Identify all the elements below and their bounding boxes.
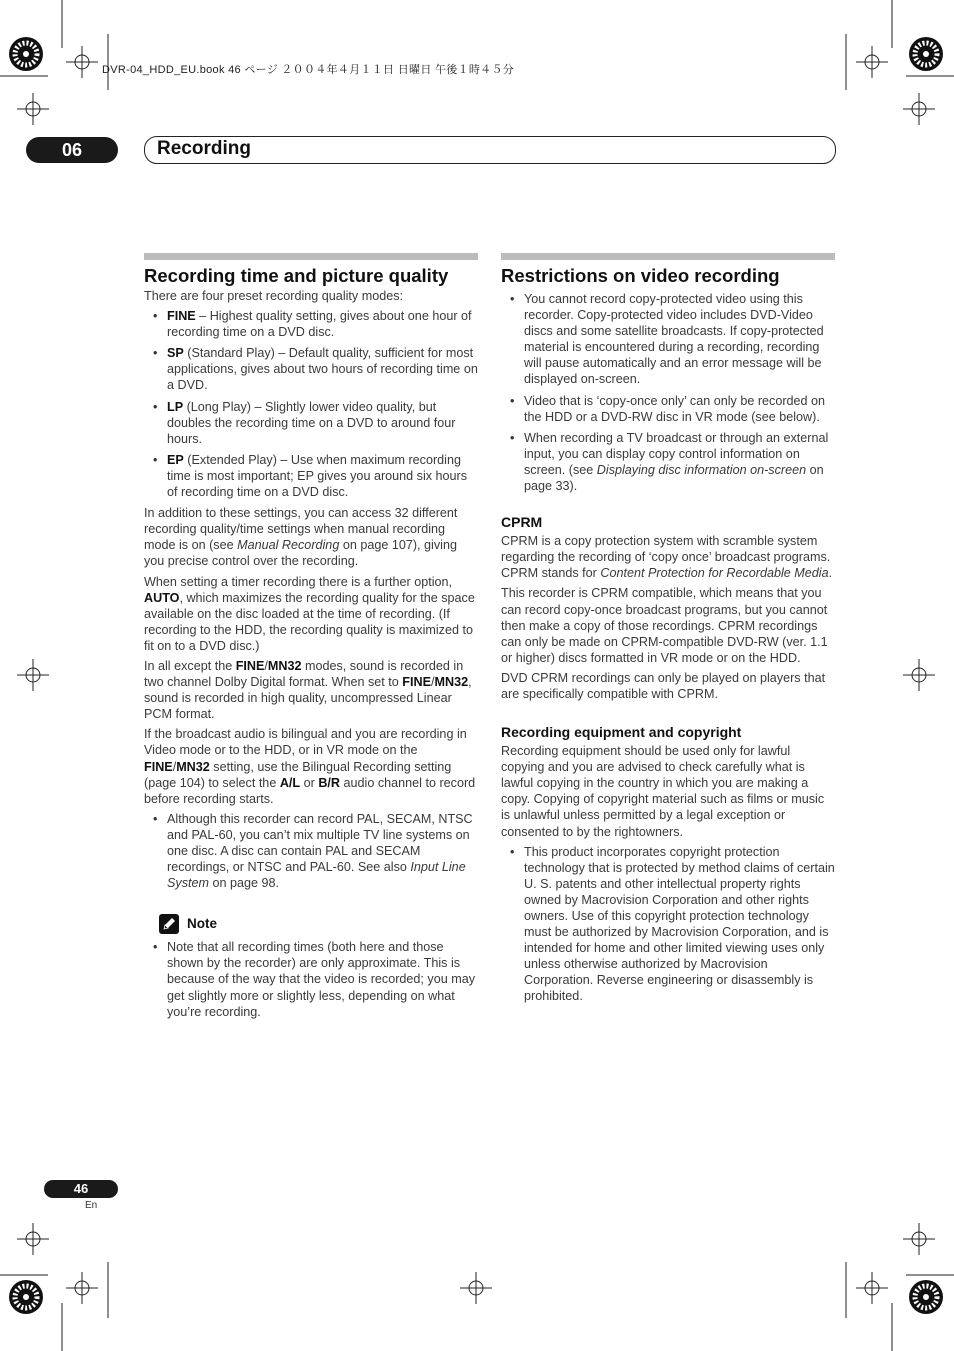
- list-item: • FINE – Highest quality setting, gives about one hour of recording time on a DVD disc.: [144, 308, 478, 340]
- left-column: [144, 253, 478, 1025]
- note-label: Note: [187, 916, 217, 932]
- paragraph-auto-option: When setting a timer recording there is a further option, AUTO, which maximizes the recording quality for the space available on the disc loaded at the time of recording. (If recording to the HDD, the recording quality is maximized to fit on to a DVD disc.): [144, 574, 475, 653]
- list-item: • This product incorporates copyright protection technology that is protected by method claims of certain U. S. patents and other intellectual property rights owned by Macrovision Corporation and other rights owners. Use of this copyright protection technology must be authorized by Macrovision Corporation, and is intended for home and other limited viewing uses only unless otherwise authorized by Macrovision Corporation. Reverse engineering or disassembly is prohibited.: [501, 844, 835, 1005]
- section-bar: [501, 253, 835, 260]
- section-heading-restrictions: Restrictions on video recording: [501, 265, 780, 286]
- quality-mode-list: [144, 308, 478, 500]
- section-bar: [144, 253, 478, 260]
- right-column: [501, 253, 835, 1010]
- section-heading-recording-quality: Recording time and picture quality: [144, 265, 449, 286]
- note-header: [159, 913, 478, 935]
- list-item: • Although this recorder can record PAL, SECAM, NTSC and PAL-60, you can’t mix multiple TV line systems on one disc. A disc can contain PAL and SECAM recordings, or NTSC and PAL-60. See also Input Line System on page 98.: [144, 811, 478, 891]
- list-item: • SP (Standard Play) – Default quality, sufficient for most applications, gives about two hours of recording time on a DVD.: [144, 345, 478, 393]
- intro-text: There are four preset recording quality modes:: [144, 289, 404, 303]
- chapter-number-tab: 06: [26, 137, 118, 163]
- paragraph-sound-format: In all except the FINE/MN32 modes, sound is recorded in two channel Dolby Digital format. When set to FINE/MN32, sound is recorded in high quality, uncompressed Linear PCM format.: [144, 658, 472, 722]
- chapter-title: Recording: [157, 138, 251, 159]
- paragraph-cprm-playback: DVD CPRM recordings can only be played on players that are specifically compatible with CPRM.: [501, 670, 826, 701]
- subheading-cprm: CPRM: [501, 514, 543, 531]
- paragraph-cprm-compatible: This recorder is CPRM compatible, which means that you can record copy-once broadcast programs, but you cannot then make a copy of those recordings. CPRM recordings can only be made on CPRM-compatible DVD-RW (ver. 1.1 or higher) discs formatted in VR mode or on the HDD.: [501, 586, 828, 665]
- copyright-list: [501, 844, 835, 1005]
- print-info: DVR-04_HDD_EU.book 46 ページ ２００４年４月１１日 日曜日 午後１時４５分: [102, 64, 515, 76]
- line-system-list: [144, 811, 478, 891]
- note-pencil-icon: [159, 914, 179, 934]
- paragraph-lawful-copying: Recording equipment should be used only for lawful copying and you are advised to check carefully what is lawful copying in the country in which you are making a copy. Copying of copyright material such as films or music is unlawful unless permitted by a legal exception or consented to by the rightowners.: [501, 744, 825, 839]
- paragraph-manual-recording: In addition to these settings, you can access 32 different recording quality/time settings when manual recording mode is on (see Manual Recording on page 107), giving you precise control over the recording.: [144, 506, 458, 569]
- subheading-equipment-copyright: Recording equipment and copyright: [501, 724, 742, 741]
- list-item: • LP (Long Play) – Slightly lower video quality, but doubles the recording time on a DVD to around four hours.: [144, 399, 478, 447]
- restrictions-list: [501, 291, 835, 494]
- list-item: • When recording a TV broadcast or through an external input, you can display copy control information on screen. (see Displaying disc information on-screen on page 33).: [501, 430, 835, 494]
- list-item: • You cannot record copy-protected video using this recorder. Copy-protected video includes DVD-Video discs and some satellite broadcasts. If copy-protected material is encountered during a recording, recording will pause automatically and an error message will be displayed on-screen.: [501, 291, 835, 388]
- page-number: 46: [44, 1180, 118, 1198]
- list-item: • EP (Extended Play) – Use when maximum recording time is most important; EP gives you around six hours of recording time on a DVD disc.: [144, 452, 478, 500]
- note-list: [144, 939, 478, 1019]
- paragraph-cprm-definition: CPRM is a copy protection system with scramble system regarding the recording of ‘copy once’ broadcast programs. CPRM stands for Content Protection for Recordable Media.: [501, 534, 833, 581]
- paragraph-bilingual: If the broadcast audio is bilingual and you are recording in Video mode or to the HDD, or in VR mode on the FINE/MN32 setting, use the Bilingual Recording setting (page 104) to select the A/L or B/R audio channel to record before recording starts.: [144, 727, 476, 806]
- list-item: • Note that all recording times (both here and those shown by the recorder) are only approximate. This is because of the way that the video is recorded; you may get slightly more or slightly less, depending on what you’re recording.: [144, 939, 478, 1019]
- list-item: • Video that is ‘copy-once only’ can only be recorded on the HDD or a DVD-RW disc in VR mode (see below).: [501, 393, 835, 425]
- language-code: En: [85, 1200, 98, 1211]
